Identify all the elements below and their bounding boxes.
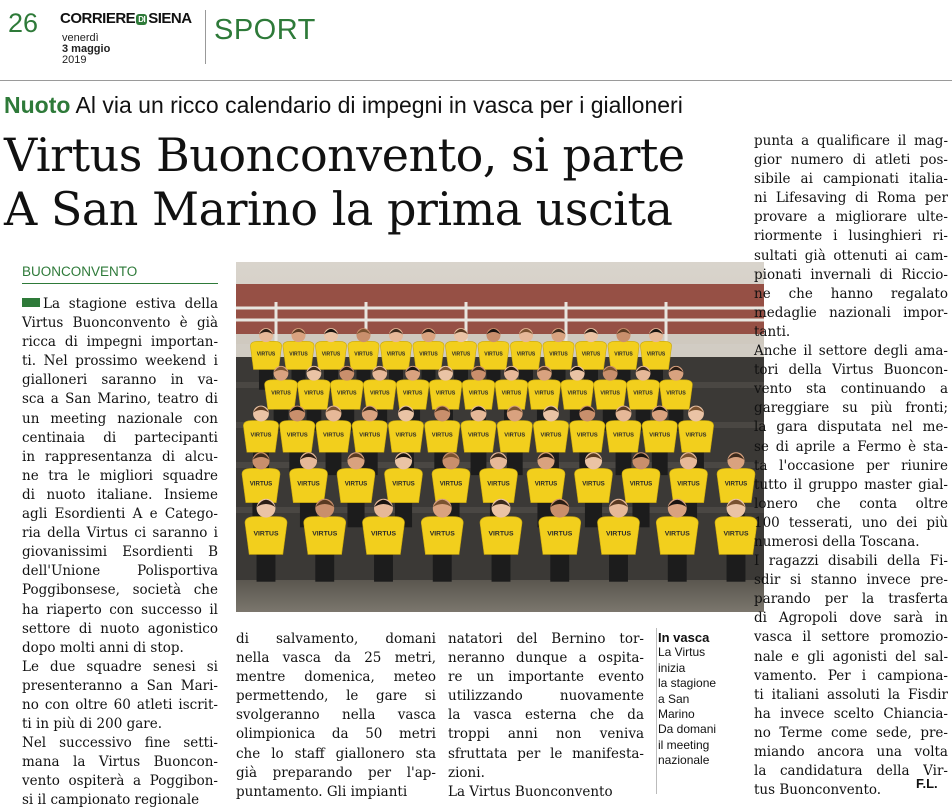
shirt-logo: VIRTUS — [344, 480, 368, 488]
issue-day-month: 3 maggio — [62, 43, 111, 55]
newspaper-logo — [60, 10, 192, 27]
header-divider — [205, 10, 206, 64]
shirt-logo: VIRTUS — [468, 390, 489, 397]
text-line: neranno dunque a ospita- — [448, 650, 644, 667]
text-line: Virtus Buonconvento è già — [22, 315, 218, 332]
shirt-logo: VIRTUS — [451, 351, 471, 358]
text-line: di salvamento, domani — [236, 631, 436, 647]
text-line: gialloneri saranno in va- — [22, 372, 218, 389]
shirt-logo: VIRTUS — [419, 351, 438, 358]
article-column-3 — [448, 630, 644, 802]
shirt-logo: VIRTUS — [629, 480, 653, 488]
author-signature: F.L. — [916, 776, 938, 791]
text-line: La stagione estiva della — [22, 295, 218, 314]
text-line: sfruttata per le manifesta- — [448, 745, 644, 762]
text-line: tori della Virtus Buoncon- — [754, 362, 948, 379]
shirt-logo: VIRTUS — [286, 432, 308, 439]
caption-line: inizia — [658, 660, 686, 675]
kicker-text: Al via un ricco calendario di impegni in vasca per i gialloneri — [75, 92, 683, 118]
shirt-logo: VIRTUS — [600, 390, 620, 397]
text-line: gareggiare su più fronti; — [754, 400, 948, 417]
caption-line: Da domani — [658, 722, 717, 737]
text-line: no con oltre 60 atleti iscrit- — [22, 696, 218, 713]
caption-line: il meeting — [658, 737, 710, 752]
caption-line: a San — [658, 691, 690, 706]
shirt-logo: VIRTUS — [289, 351, 308, 358]
caption-text — [658, 645, 738, 768]
text-line: La Virtus Buonconvento — [448, 783, 613, 800]
text-line: in rappresentanza di alcu- — [22, 448, 218, 465]
shirt-logo: VIRTUS — [582, 480, 605, 488]
caption-line: nazionale — [658, 753, 710, 768]
text-line: Le due squadre senesi si — [22, 658, 218, 675]
shirt-logo: VIRTUS — [371, 530, 396, 538]
shirt-logo: VIRTUS — [504, 432, 526, 439]
text-line: Anche il settore degli ama- — [754, 343, 948, 360]
text-line: settore di nuoto agonistico — [22, 620, 218, 637]
shirt-logo: VIRTUS — [549, 351, 568, 358]
shirt-logo: VIRTUS — [723, 530, 749, 538]
text-line: riormente i lusinghieri ri- — [754, 228, 948, 245]
text-line: dopo molti anni di stop. — [22, 639, 184, 656]
issue-year: 2019 — [62, 54, 87, 66]
text-line: la vasca esterna che da — [448, 707, 644, 724]
text-line: agli Esordienti A e Catego- — [22, 506, 218, 523]
shirt-logo: VIRTUS — [323, 432, 344, 439]
page-number: 26 — [8, 8, 39, 38]
shirt-logo: VIRTUS — [304, 390, 324, 397]
text-line: ne tra le migliori squadre — [22, 467, 218, 484]
caption-line: La Virtus — [658, 645, 706, 660]
shirt-logo: VIRTUS — [402, 390, 423, 397]
text-line: ha riaperto con successo il — [22, 601, 218, 618]
shirt-logo: VIRTUS — [484, 351, 503, 358]
text-line: un meeting nazionale con — [22, 410, 218, 427]
text-line: se di aprile a Fermo è sta- — [754, 438, 948, 455]
text-line: tutto il gruppo master gial- — [754, 476, 948, 493]
shirt-logo: VIRTUS — [649, 432, 671, 439]
shirt-logo: VIRTUS — [337, 390, 357, 397]
text-line: lonero che conta oltre — [754, 495, 948, 512]
kicker — [4, 92, 683, 119]
text-line: nella vasca da 25 metri, — [236, 650, 436, 667]
text-line: medaglie nazionali impor- — [754, 304, 948, 321]
team-photo-illustration — [236, 262, 764, 612]
text-line: troppi anni non veniva — [448, 726, 644, 743]
article-column-4 — [754, 132, 948, 800]
text-line: già preparando per l'ap- — [236, 764, 436, 781]
shirt-logo: VIRTUS — [581, 351, 601, 358]
logo-text-a: CORRIERE — [60, 10, 136, 27]
shirt-logo: VIRTUS — [271, 390, 291, 397]
text-line: zioni. — [448, 764, 485, 781]
text-line: pionati invernali di Riccio- — [754, 266, 948, 283]
shirt-logo: VIRTUS — [488, 530, 514, 538]
text-line: tanti. — [754, 323, 791, 340]
text-line: vasca il settore promozio- — [754, 629, 948, 646]
shirt-logo: VIRTUS — [249, 480, 273, 488]
text-line: re un importante evento — [448, 669, 644, 686]
shirt-logo: VIRTUS — [646, 351, 666, 358]
dateline: BUONCONVENTO — [22, 264, 138, 279]
shirt-logo: VIRTUS — [633, 390, 653, 397]
shirt-logo: VIRTUS — [429, 530, 455, 538]
caption-line: Marino — [658, 707, 695, 722]
shirt-logo: VIRTUS — [606, 530, 631, 538]
text-line: dell'Unione Polisportiva — [22, 563, 218, 580]
shirt-logo: VIRTUS — [321, 351, 341, 358]
text-line: miando ancora una volta — [754, 744, 948, 760]
text-line: parando per la trasferta — [754, 591, 948, 608]
text-line: vento sta continuando a — [754, 381, 948, 398]
article-column-1 — [22, 295, 218, 811]
text-line: presenteranno a San Mari- — [22, 677, 218, 694]
photo-caption — [658, 630, 738, 769]
text-line: ti. Nel prossimo weekend i — [22, 353, 218, 370]
text-line: ti in più di 200 gare. — [22, 716, 163, 733]
text-line: mana la Virtus Buoncon- — [22, 754, 218, 771]
caption-rule — [656, 628, 657, 794]
text-line: ricca di impegni importan- — [22, 334, 218, 351]
shirt-logo: VIRTUS — [435, 390, 456, 397]
text-line: 100 tesserati, uno dei più — [754, 514, 948, 531]
text-line: la gara disputata nel me- — [754, 419, 948, 436]
header-rule — [0, 80, 952, 81]
text-line: puntamento. Gli impianti — [236, 783, 408, 800]
text-line: ha invece scelto Chiancia- — [754, 705, 948, 722]
shirt-logo: VIRTUS — [392, 480, 415, 488]
shirt-logo: VIRTUS — [547, 530, 573, 538]
text-line: che lo staff giallonero sta — [236, 745, 436, 762]
shirt-logo: VIRTUS — [614, 351, 633, 358]
headline — [4, 128, 685, 236]
caption-title: In vasca — [658, 630, 710, 645]
text-line: gior numero di atleti pos- — [754, 152, 948, 169]
text-line: sultati già ottenuti ai cam- — [754, 247, 948, 264]
text-line: si il campionato regionale — [22, 792, 200, 809]
text-line: Nel successivo fine setti- — [22, 735, 218, 752]
shirt-logo: VIRTUS — [369, 390, 390, 397]
text-line: sdir si stanno invece pre- — [754, 572, 948, 589]
shirt-logo: VIRTUS — [724, 480, 748, 488]
text-line: tus Buonconvento. — [754, 782, 882, 799]
text-line: sibile ai campionati italia- — [754, 171, 948, 188]
shirt-logo: VIRTUS — [354, 351, 373, 358]
shirt-logo: VIRTUS — [516, 351, 536, 358]
text-line: ta l'occasione per riunire — [754, 457, 948, 474]
text-line: natatori del Bernino tor- — [448, 631, 644, 647]
text-line: ne che hanno regalato — [754, 285, 948, 302]
text-line: sca a San Marino, teatro di — [22, 391, 218, 408]
text-line: ti italiani assoluti la Fisdir — [754, 686, 948, 703]
text-line: ni Lifesaving di Roma per — [754, 190, 948, 207]
text-line: nale e gli agonisti del sal- — [754, 648, 948, 665]
shirt-logo: VIRTUS — [312, 530, 338, 538]
article-column-2 — [236, 630, 436, 802]
text-line: centinaia di partecipanti — [22, 429, 218, 446]
shirt-logo: VIRTUS — [534, 390, 555, 397]
shirt-logo: VIRTUS — [677, 480, 700, 488]
text-line: punta a qualificare il mag- — [754, 133, 948, 149]
shirt-logo: VIRTUS — [540, 432, 562, 439]
caption-line: la stagione — [658, 676, 717, 691]
text-line: permettendo, le gare si — [236, 688, 436, 705]
shirt-logo: VIRTUS — [250, 432, 272, 439]
shirt-logo: VIRTUS — [395, 432, 417, 439]
text-line: numerosi della Toscana. — [754, 533, 920, 550]
dateline-rule — [22, 283, 218, 284]
logo-text-b: SIENA — [148, 10, 192, 27]
shirt-logo: VIRTUS — [253, 530, 279, 538]
shirt-logo: VIRTUS — [386, 351, 406, 358]
shirt-logo: VIRTUS — [576, 432, 598, 439]
text-line: di Agropoli dove sarà in — [754, 610, 948, 627]
shirt-logo: VIRTUS — [359, 432, 381, 439]
shirt-logo: VIRTUS — [666, 390, 686, 397]
logo-di-badge: DI — [138, 14, 146, 24]
text-line: vento ospiterà a Poggibon- — [22, 773, 218, 790]
issue-date — [62, 33, 110, 66]
shirt-logo: VIRTUS — [487, 480, 510, 488]
shirt-logo: VIRTUS — [664, 530, 690, 538]
text-line: olimpionica da 50 metri — [236, 726, 436, 743]
paragraph-marker — [22, 298, 40, 307]
section-title: SPORT — [214, 14, 316, 46]
shirt-logo: VIRTUS — [256, 351, 276, 358]
shirt-logo: VIRTUS — [567, 390, 588, 397]
shirt-logo: VIRTUS — [431, 432, 453, 439]
text-line: Poggibonsese, società che — [22, 582, 218, 599]
text-line: giovanissimi Esordienti B — [22, 544, 218, 561]
text-line: la candidatura della Vir- — [754, 763, 948, 780]
text-line: provare a migliorare ulte- — [754, 209, 948, 226]
shirt-logo: VIRTUS — [439, 480, 463, 488]
shirt-logo: VIRTUS — [468, 432, 489, 439]
shirt-logo: VIRTUS — [501, 390, 522, 397]
text-line: svolgeranno nella vasca — [236, 707, 436, 724]
kicker-label: Nuoto — [4, 92, 71, 118]
shirt-logo: VIRTUS — [534, 480, 558, 488]
team-photo — [236, 262, 764, 612]
text-line: di nuoto italiane. Insieme — [22, 486, 218, 503]
headline-line-2: A San Marino la prima uscita — [4, 182, 673, 236]
headline-line-1: Virtus Buonconvento, si parte — [4, 128, 685, 182]
text-line: I ragazzi disabili della Fi- — [754, 553, 948, 570]
text-line: vamento. Per i campiona- — [754, 667, 948, 684]
text-line: ria della Virtus ci saranno i — [22, 525, 218, 542]
shirt-logo: VIRTUS — [613, 432, 634, 439]
shirt-logo: VIRTUS — [685, 432, 707, 439]
text-line: no Terme come sede, pre- — [754, 724, 948, 741]
shirt-logo: VIRTUS — [297, 480, 320, 488]
text-line: utilizzando nuovamente — [448, 688, 644, 705]
text-line: mentre domenica, meteo — [236, 669, 436, 686]
issue-weekday: venerdì — [62, 32, 99, 44]
